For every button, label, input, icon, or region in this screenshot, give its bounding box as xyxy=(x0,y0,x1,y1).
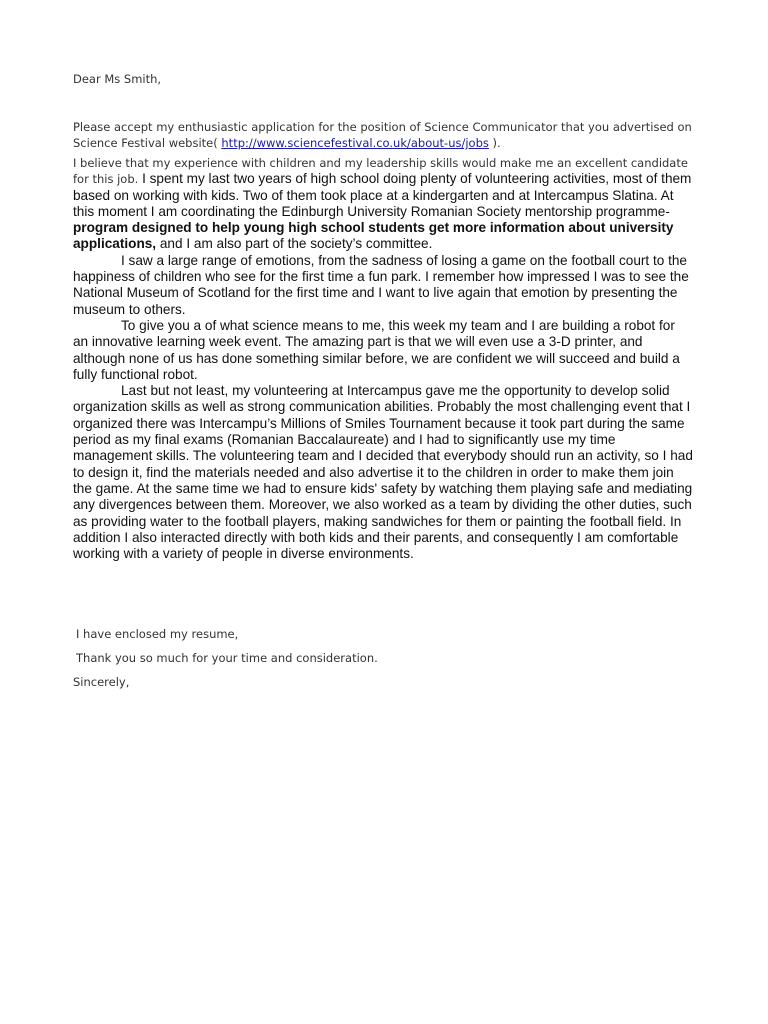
letter-intro xyxy=(73,119,713,151)
paragraph-emotions: I saw a large range of emotions, from the sadness of losing a game on the football court to the happiness of children who see for the first time a fun park. I remember how impressed I was to see the National Museum of Scotland for the first time and I want to live again that emotion by presenting the museum to others. xyxy=(73,252,689,317)
letter-body xyxy=(73,155,693,562)
intro-text: Please accept my enthusiastic application for the position of Science Communicator that you advertised on Science Festival website( xyxy=(73,120,692,150)
paragraph-experience-bold: program designed to help young high school students get more information about university applications, xyxy=(73,220,674,252)
paragraph-experience-lead: I believe that my experience with children and my leadership skills would make me an excellent candidate for this job. xyxy=(73,156,688,187)
paragraph-science: To give you a of what science means to me, this week my team and I are building a robot for an innovative learning week event. The amazing part is that we will even use a 3-D printer, and although none of us has done something similar before, we are confident we will succeed and build a fully functional robot. xyxy=(73,317,680,382)
letter-greeting: Dear Ms Smith, xyxy=(73,72,162,86)
paragraph-experience xyxy=(73,155,693,253)
letter-signoff: Sincerely, xyxy=(73,675,130,689)
closing-resume: I have enclosed my resume, xyxy=(76,627,239,641)
closing-thanks: Thank you so much for your time and consideration. xyxy=(76,651,378,665)
intro-end-text: ). xyxy=(488,136,501,150)
paragraph-volunteering: Last but not least, my volunteering at Intercampus gave me the opportunity to develop solid organization skills as well as strong communication abilities. Probably the most challenging event that I organized there was Intercampu’s Millions of Smiles Tournament because it took part during the same period as my final exams (Romanian Baccalaureate) and I had to significantly use my time management skills. The volunteering team and I decided that everybody should run an activity, so I had to design it, find the materials needed and also advertise it to the children in order to make them join the game. At the same time we had to ensure kids' safety by watching them playing safe and mediating any divergences between them. Moreover, we also worked as a team by dividing the other duties, such as providing water to the football players, making sandwiches for them or painting the football field. In addition I also interacted directly with both kids and their parents, and consequently I am comfortable working with a variety of people in diverse environments. xyxy=(73,383,693,562)
paragraph-experience-end: and I am also part of the society’s committee. xyxy=(156,236,433,252)
jobs-link[interactable]: http://www.sciencefestival.co.uk/about-us/jobs xyxy=(221,136,489,150)
paragraph-experience-text: I spent my last two years of high school doing plenty of volunteering activities, most of them based on working with kids. Two of them took place at a kindergarten and at Intercampus Slatina. At this moment I am coordinating the Edinburgh University Romanian Society mentorship programme- xyxy=(73,171,692,219)
